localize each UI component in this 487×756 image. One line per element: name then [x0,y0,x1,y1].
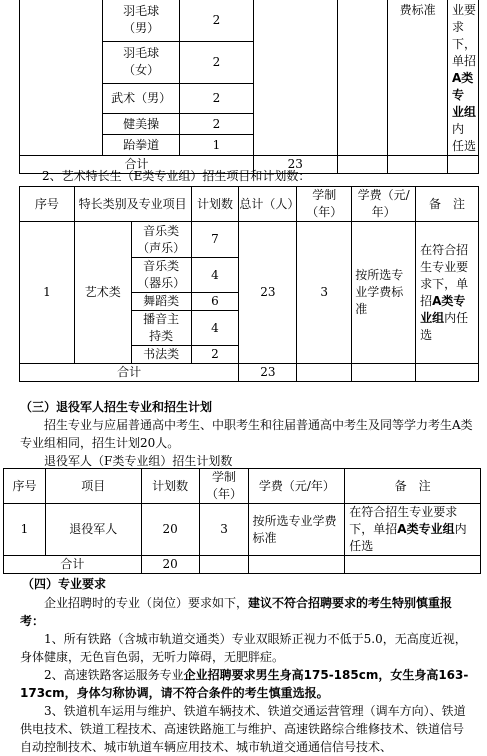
sport-count: 2 [179,42,253,84]
header-fee: 学费（元/年） [352,187,416,222]
section3-subtitle: 退役军人（F类专业组）招生计划数 [44,454,233,468]
section4-p3: 3、铁道机车运用与维护、铁道车辆技术、铁道交通运营管理（调车方向）、铁道供电技术、铁道工程技术、高速铁路施工与维护、高速铁路综合维修技术、铁道信号自动控制技术、城市轨道车辆应用技术、城市轨道交通通信信号技术、 [20,704,466,754]
art-count: 4 [191,258,239,293]
header-note: 备 注 [416,187,479,222]
fee-cell: 费标准 [388,0,448,156]
art-item: 舞蹈类 [131,293,191,311]
total-label: 合计 [20,156,254,174]
sport-item: 跆拳道 [103,135,179,156]
note-cell: 业要求 下，单招A类专 业组内 任选 [447,0,478,156]
sport-item: 羽毛球 （男） [103,0,179,42]
art-count: 4 [191,311,239,346]
sum-value: 20 [141,556,199,574]
header-seq: 序号 [20,187,75,222]
header-duration: 学制（年） [297,187,352,222]
header-item: 项目 [45,469,141,504]
sum-value: 23 [239,364,297,382]
item-cell: 退役军人 [45,504,141,556]
art-count: 6 [191,293,239,311]
section3-title: （三）退役军人招生专业和招生计划 [20,400,213,414]
header-plan: 计划数 [191,187,239,222]
total-value: 23 [253,156,337,174]
art-item: 音乐类 （器乐） [131,258,191,293]
sum-label: 合计 [20,364,239,382]
art-item: 播音主 持类 [131,311,191,346]
note-cell: 在符合招生专业要求下，单招A类专业组内任选 [345,504,481,556]
header-total: 总计（人） [239,187,297,222]
sport-item: 健美操 [103,114,179,135]
fee-cell: 按所选专业学费标准 [352,222,416,364]
total-cell: 23 [239,222,297,364]
section4-p1: 1、所有铁路（含城市轨道交通类）专业双眼矫正视力不低于5.0，无高度近视，身体健康，无色盲色弱，无听力障碍，无肥胖症。 [20,632,467,664]
header-category: 特长类别及专业项目 [74,187,191,222]
sport-item: 武术（男） [103,83,179,113]
seq-cell: 1 [4,504,46,556]
art-count: 7 [191,222,239,258]
header-note: 备 注 [345,469,481,504]
section4-title: （四）专业要求 [22,577,107,591]
sum-label: 合计 [4,556,142,574]
section4-p2: 2、高速铁路客运服务专业企业招聘要求男生身高175-185cm，女生身高163-173cm，身体匀称协调，请不符合条件的考生慎重选报。 [20,668,469,700]
note-cell: 在符合招生专业要求下，单招A类专业组内任选 [416,222,479,364]
category-cell: 艺术类 [74,222,131,364]
sport-item: 羽毛球 （女） [103,42,179,84]
header-seq: 序号 [4,469,46,504]
fee-cell: 按所选专业学费标准 [249,504,345,556]
sport-count: 2 [179,83,253,113]
header-fee: 学费（元/年） [249,469,345,504]
section3-body: 招生专业与应届普通高中考生、中职考生和往届普通高中考生及同等学力考生A类专业组相同，招生计划20人。 [20,418,473,450]
art-count: 2 [191,346,239,364]
art-item: 音乐类 （声乐） [131,222,191,258]
sport-count: 1 [179,135,253,156]
duration-cell: 3 [297,222,352,364]
art-item: 书法类 [131,346,191,364]
sport-count: 2 [179,0,253,42]
duration-cell: 3 [199,504,249,556]
veteran-table [3,468,481,574]
section4-intro: 企业招聘时的专业（岗位）要求如下，建议不符合招聘要求的考生特别慎重报考： [20,596,453,628]
art-table [19,186,479,382]
sport-count: 2 [179,114,253,135]
seq-cell: 1 [20,222,75,364]
sports-table [19,0,479,174]
header-duration: 学制（年） [199,469,249,504]
plan-cell: 20 [141,504,199,556]
header-plan: 计划数 [141,469,199,504]
section-e-title: 2、艺术特长生（E类专业组）招生项目和计划数： [42,169,311,183]
